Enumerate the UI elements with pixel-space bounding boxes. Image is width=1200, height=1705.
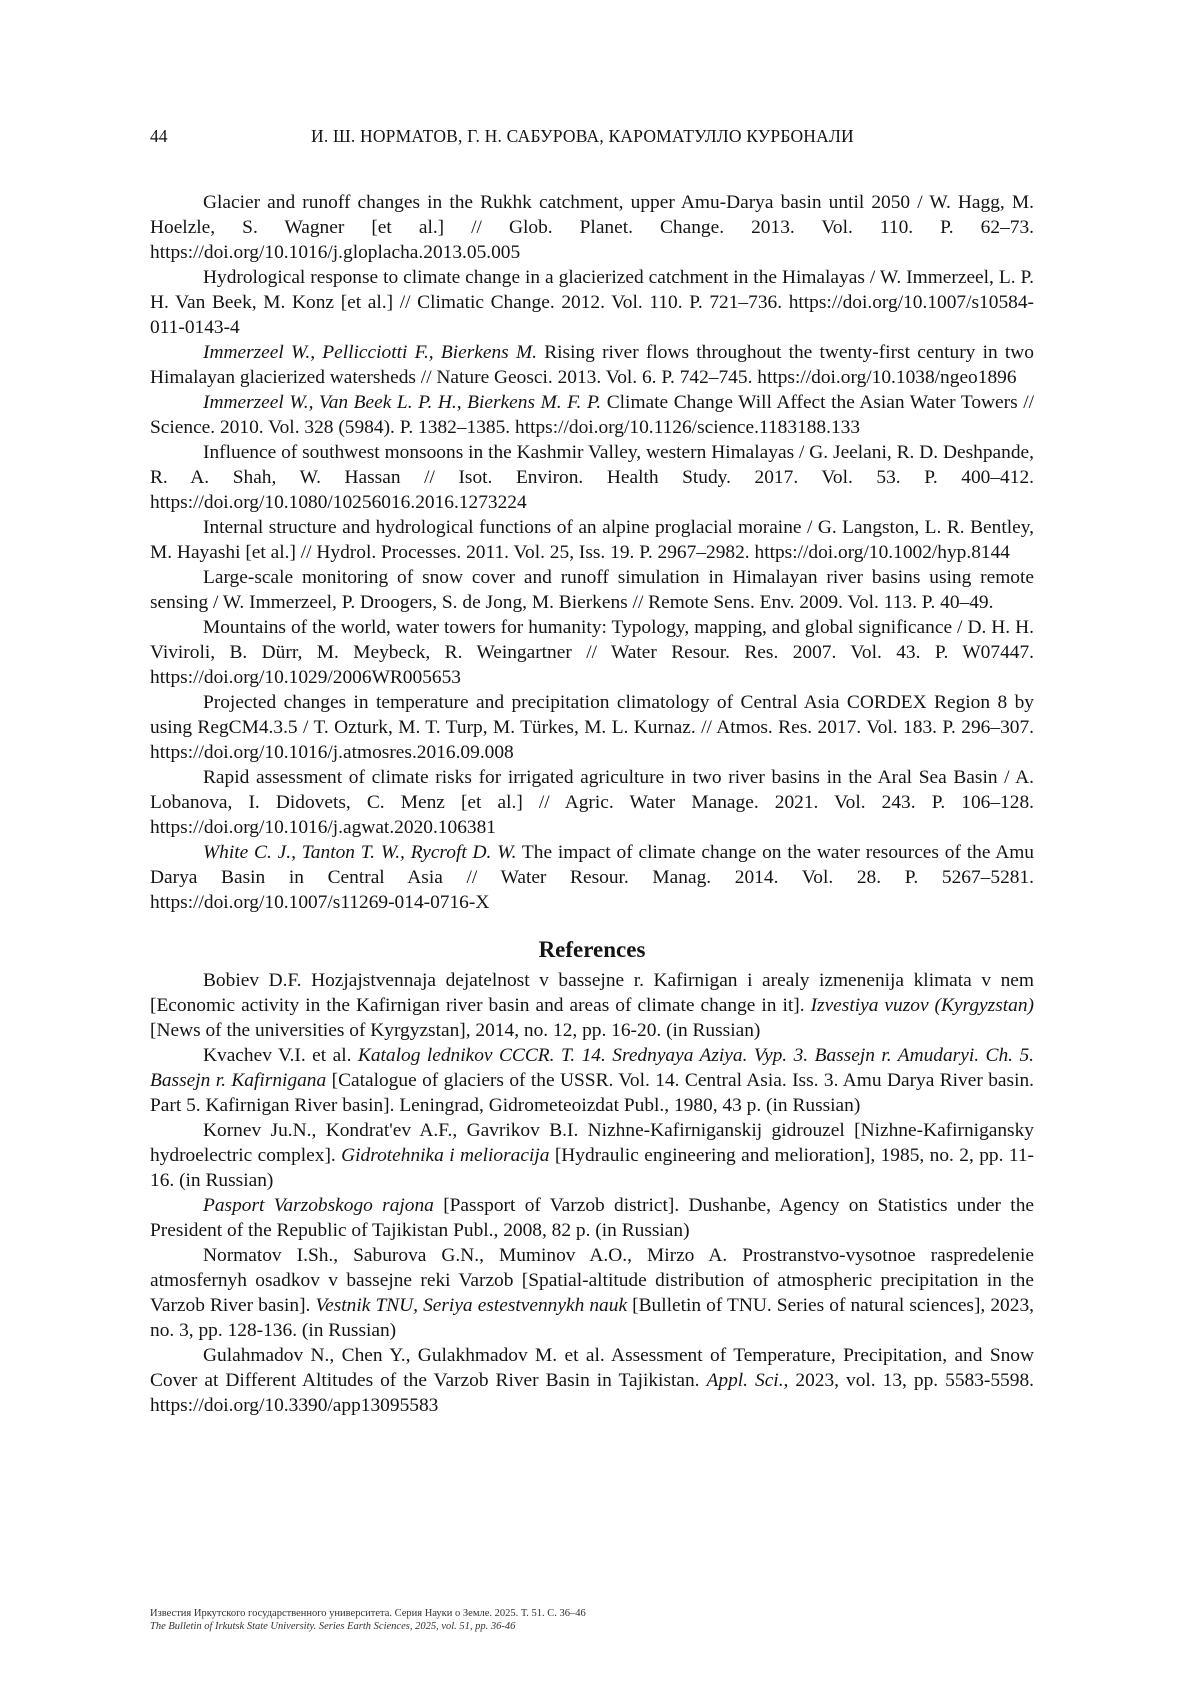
- ref-details: [Bulletin of TNU. Series of natural sciences], 2023, no. 3, pp. 128-136. (in Russian): [150, 1295, 1034, 1341]
- ref-details: [News of the universities of Kyrgyzstan], 2014, no. 12, pp. 16-20. (in Russian): [150, 1020, 760, 1041]
- bib-entry-text: Rising river flows throughout the twenty-first century in two Himalayan glacierized watersheds // Nature Geosci. 2013. Vol. 6. P. 742–745. https://doi.org/10.1038/ngeo1896: [150, 342, 1034, 388]
- ref-details: [Hydraulic engineering and melio­ration], 1985, no. 2, pp. 11-16. (in Russian): [150, 1145, 1034, 1191]
- bib-entry-11: [150, 840, 1034, 915]
- ref-details: , 2023, vol. 13, pp. 5583-5598. https://doi.org/10.3390/app13095583: [150, 1370, 1034, 1416]
- references-heading: References: [150, 935, 1034, 964]
- page-footer: [150, 1607, 1034, 1633]
- bib-entry-authors: White C. J., Tanton T. W., Rycroft D. W.: [203, 842, 516, 863]
- bib-entry-3: [150, 340, 1034, 390]
- ref-text: Kornev Ju.N., Kondrat'ev A.F., Gavrikov B.I. Nizhne-Kafirniganskij gidrouzel [Nizhne-Kafirnigansky hydroelectric complex].: [150, 1120, 1034, 1166]
- ref-source-title: Katalog lednikov CCCR. T. 14. Srednyaya Aziya. Vyp. 3. Bassejn r. Amudaryi. Ch. 5. Bassejn r. Kafirnigana: [150, 1045, 1034, 1091]
- footer-journal-en: The Bulletin of Irkutsk State University. Series Earth Sciences, 2025, vol. 51, pp. 36-46: [150, 1620, 1034, 1633]
- page-header: [150, 124, 1034, 148]
- ref-text: Normatov I.Sh., Saburova G.N., Muminov A.O., Mirzo A. Prostranstvo-vysotnoe raspredelenie atmosfernyh osadkov v bassejne reki Varzob [Spatial-altitude distribution of atmospheric precipitation in the Varzob River basin].: [150, 1245, 1034, 1316]
- ref-text: Gulahmadov N., Chen Y., Gulakhmadov M. et al. Assessment of Temperature, Precipitation, and Snow Cover at Different Altitudes of the Varzob River Basin in Tajikistan.: [150, 1345, 1034, 1391]
- bib-entry-text: Mountains of the world, water towers for humanity: Typology, mapping, and global signifi­cance / D. H. H. Viviroli, B. Dürr, M. Meybeck, R. Weingartner // Water Resour. Res. 2007. Vol. 43. P. W07447. https://doi.org/10.1029/2006WR005653: [150, 617, 1034, 688]
- footer-journal-ru: Известия Иркутского государственного университета. Серия Науки о Земле. 2025. Т. 51. С. 36–46: [150, 1607, 1034, 1620]
- bib-entry-authors: Immerzeel W., Pellicciotti F., Bierkens M.: [203, 342, 537, 363]
- bib-entry-text: Climate Change Will Affect the Asian Wa­ter Towers // Science. 2010. Vol. 328 (5984). P. 1382–1385. https://doi.org/10.1126/sci­ence.1183188.133: [150, 392, 1034, 438]
- ref-source-title: Izvestiya vuzov (Kyrgyzstan): [811, 995, 1034, 1016]
- page-number: 44: [150, 124, 168, 148]
- bib-entry-text: Hydrological response to climate change in a glacierized catchment in the Himalayas / W. Im­merzeel, L. P. H. Van Beek, M. Konz [et al.] // Climatic Change. 2012. Vol. 110. P. 721–736. https://doi.org/10.1007/s10584-011-0143-4: [150, 267, 1034, 338]
- bib-entry-text: Rapid assessment of climate risks for irrigated agriculture in two river basins in the Aral Sea Basin / A. Lobanova, I. Didovets, C. Menz [et al.] // Agric. Water Manage. 2021. Vol. 243. P. 106–128. https://doi.org/10.1016/j.agwat.2020.106381: [150, 767, 1034, 838]
- ref-entry-3: [150, 1118, 1034, 1193]
- page-body: [150, 190, 1034, 1418]
- bibliography-list: [150, 190, 1034, 915]
- ref-source-title: Appl. Sci.: [707, 1370, 784, 1391]
- ref-text: Bobiev D.F. Hozjajstvennaja dejatelnost v bassejne r. Kafirnigan i arealy izmenenija klimata v nem [Economic activity in the Kafirnigan river basin and areas of climate change in it].: [150, 970, 1034, 1016]
- ref-entry-2: [150, 1043, 1034, 1118]
- bib-entry-text: Glacier and runoff changes in the Rukhk catchment, upper Amu-Darya basin until 2050 / W. Hagg, M. Hoelzle, S. Wagner [et al.] // Glob. Planet. Change. 2013. Vol. 110. P. 62–73. https://doi.org/10.1016/j.gloplacha.2013.05.005: [150, 192, 1034, 263]
- ref-source-title: Pasport Varzobskogo rajona: [203, 1195, 434, 1216]
- bib-entry-2: [150, 265, 1034, 340]
- ref-entry-5: [150, 1243, 1034, 1343]
- bib-entry-authors: Immerzeel W., Van Beek L. P. H., Bierkens M. F. P.: [203, 392, 601, 413]
- bib-entry-8: [150, 615, 1034, 690]
- bib-entry-7: [150, 565, 1034, 615]
- running-title: И. Ш. НОРМАТОВ, Г. Н. САБУРОВА, КАРОМАТУЛЛО КУРБОНАЛИ: [311, 124, 854, 148]
- bib-entry-text: Influence of southwest monsoons in the Kashmir Valley, western Himalayas / G. Jeelani, R. D. Deshpande, R. A. Shah, W. Hassan // Isot. Environ. Health Study. 2017. Vol. 53. P. 400–412. https://doi.org/10.1080/10256016.2016.1273224: [150, 442, 1034, 513]
- ref-entry-4: [150, 1193, 1034, 1243]
- bib-entry-9: [150, 690, 1034, 765]
- bib-entry-6: [150, 515, 1034, 565]
- bib-entry-4: [150, 390, 1034, 440]
- references-list: [150, 968, 1034, 1418]
- bib-entry-text: Internal structure and hydrological functions of an alpine proglacial moraine / G. Langston, L. R. Bentley, M. Hayashi [et al.] // Hydrol. Processes. 2011. Vol. 25, Iss. 19. P. 2967–2982. https://doi.org/10.1002/hyp.8144: [150, 517, 1034, 563]
- ref-details: [Passport of Varzob district]. Dushanbe, Agency on Statistics un­der the President of the Republic of Tajikistan Publ., 2008, 82 p. (in Russian): [150, 1195, 1034, 1241]
- bib-entry-text: Projected changes in temperature and precipitation climatology of Central Asia CORDEX Re­gion 8 by using RegCM4.3.5 / T. Ozturk, M. T. Turp, M. Türkes, M. L. Kurnaz. // Atmos. Res. 2017. Vol. 183. P. 296–307. https://doi.org/10.1016/j.atmosres.2016.09.008: [150, 692, 1034, 763]
- bib-entry-text: The impact of climate change on the water resources of the Amu Darya Basin in Central Asia // Water Resour. Manag. 2014. Vol. 28. P. 5267–5281. https://doi.org/10.1007/s11269-014-0716-X: [150, 842, 1034, 913]
- ref-source-title: Gidrotehnika i melioracija: [341, 1145, 549, 1166]
- page: [0, 0, 1200, 1705]
- bib-entry-5: [150, 440, 1034, 515]
- bib-entry-10: [150, 765, 1034, 840]
- ref-entry-1: [150, 968, 1034, 1043]
- ref-details: [Catalogue of glaciers of the USSR. Vol. 14. Central Asia. Iss. 3. Amu Darya River basin. Part 5. Kafirnigan River basin]. Leningrad, Gidrometeoizdat Publ., 1980, 43 p. (in Russian): [150, 1070, 1034, 1116]
- ref-entry-6: [150, 1343, 1034, 1418]
- bib-entry-text: Large-scale monitoring of snow cover and runoff simulation in Himalayan river basins using remote sensing / W. Immerzeel, P. Droogers, S. de Jong, M. Bierkens // Remote Sens. Env. 2009. Vol. 113. P. 40–49.: [150, 567, 1034, 613]
- ref-text: Kvachev V.I. et al.: [203, 1045, 358, 1066]
- bib-entry-1: [150, 190, 1034, 265]
- ref-source-title: Vestnik TNU, Seriya estestvennykh nauk: [315, 1295, 627, 1316]
